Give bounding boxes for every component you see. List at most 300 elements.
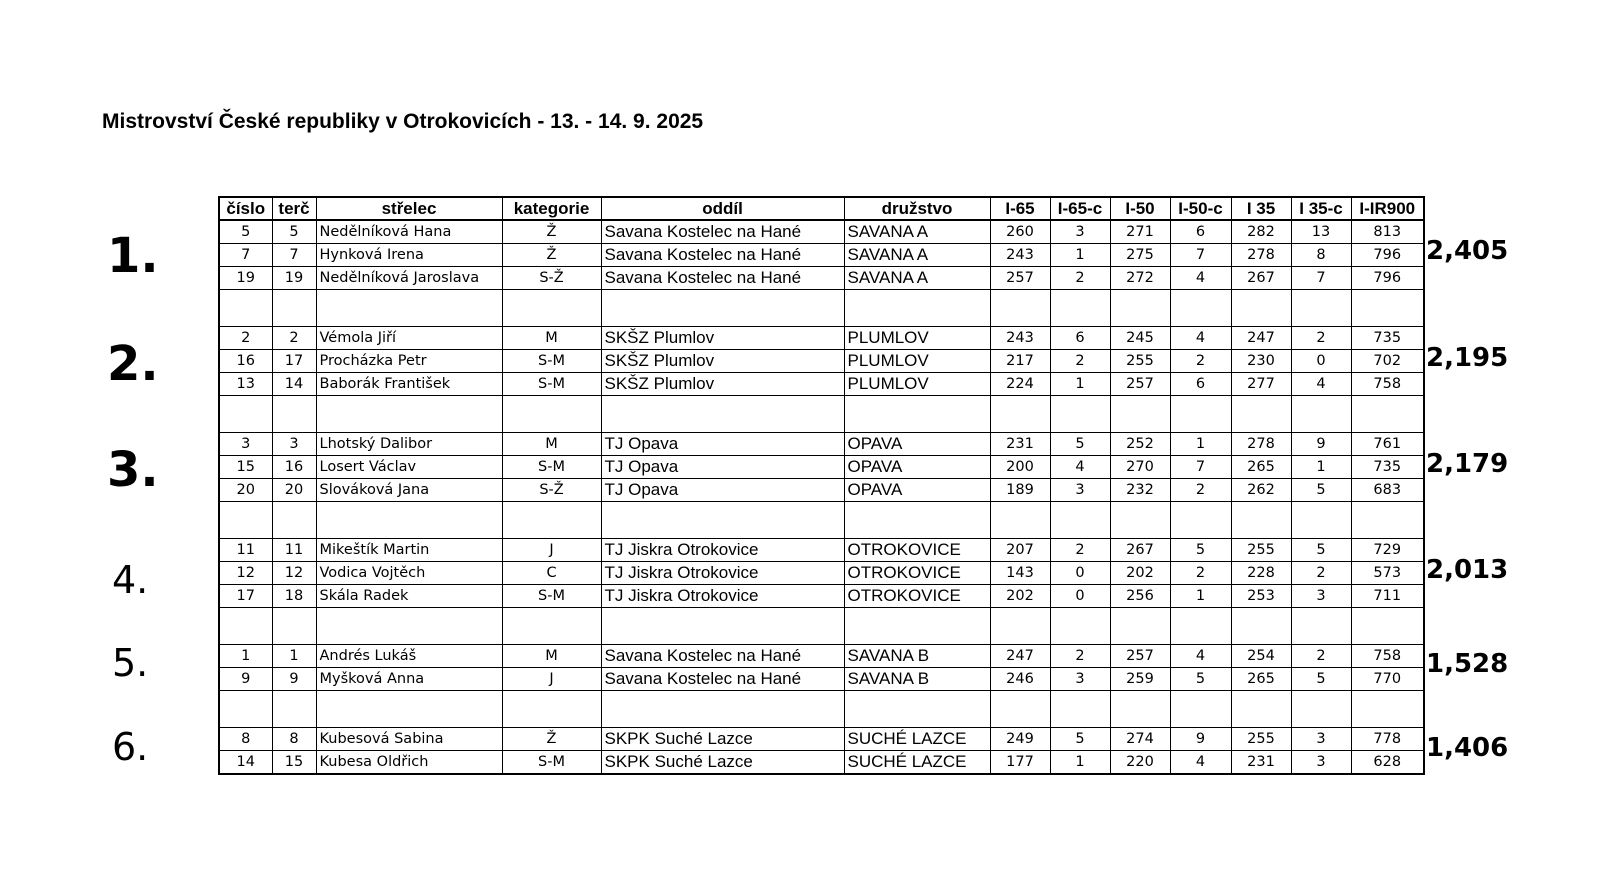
score-ir900: 796 <box>1351 244 1424 267</box>
empty-cell <box>1110 290 1170 327</box>
empty-cell <box>1231 691 1291 728</box>
score-i65: 243 <box>990 244 1050 267</box>
category: J <box>502 539 601 562</box>
empty-cell <box>1050 290 1110 327</box>
score-i65c: 2 <box>1050 350 1110 373</box>
score-i50: 220 <box>1110 751 1170 775</box>
empty-cell <box>844 691 990 728</box>
score-i50: 257 <box>1110 645 1170 668</box>
score-i50: 252 <box>1110 433 1170 456</box>
empty-cell <box>1351 502 1424 539</box>
shooter-name: Nedělníková Jaroslava <box>316 267 502 290</box>
score-i50: 275 <box>1110 244 1170 267</box>
club: SKŠZ Plumlov <box>601 373 844 396</box>
score-i50: 255 <box>1110 350 1170 373</box>
empty-cell <box>990 396 1050 433</box>
empty-cell <box>219 396 272 433</box>
empty-cell <box>219 608 272 645</box>
score-ir900: 735 <box>1351 327 1424 350</box>
empty-cell <box>1170 502 1231 539</box>
team: SAVANA B <box>844 668 990 691</box>
score-i50c: 4 <box>1170 327 1231 350</box>
empty-cell <box>1351 691 1424 728</box>
empty-cell <box>219 290 272 327</box>
score-i50c: 1 <box>1170 585 1231 608</box>
header-ir900: I-IR900 <box>1351 197 1424 220</box>
score-i50: 274 <box>1110 728 1170 751</box>
score-i35c: 1 <box>1291 456 1351 479</box>
empty-cell <box>219 691 272 728</box>
score-i35c: 5 <box>1291 668 1351 691</box>
table-header-row <box>219 197 1424 220</box>
category: J <box>502 668 601 691</box>
shooter-name: Andrés Lukáš <box>316 645 502 668</box>
table-row <box>219 350 1424 373</box>
table-row <box>219 244 1424 267</box>
shooter-name: Procházka Petr <box>316 350 502 373</box>
score-i35c: 8 <box>1291 244 1351 267</box>
score-i35: 228 <box>1231 562 1291 585</box>
score-i35c: 7 <box>1291 267 1351 290</box>
empty-cell <box>1291 691 1351 728</box>
empty-cell <box>272 608 316 645</box>
team: PLUMLOV <box>844 350 990 373</box>
score-i65: 246 <box>990 668 1050 691</box>
empty-cell <box>1050 396 1110 433</box>
score-i35: 278 <box>1231 244 1291 267</box>
category: C <box>502 562 601 585</box>
club: SKŠZ Plumlov <box>601 350 844 373</box>
score-i65: 202 <box>990 585 1050 608</box>
score-i35c: 2 <box>1291 327 1351 350</box>
empty-cell <box>844 290 990 327</box>
score-ir900: 729 <box>1351 539 1424 562</box>
score-i35: 253 <box>1231 585 1291 608</box>
team: PLUMLOV <box>844 327 990 350</box>
empty-cell <box>1170 608 1231 645</box>
empty-cell <box>601 396 844 433</box>
target-number: 17 <box>272 350 316 373</box>
table-row <box>219 562 1424 585</box>
empty-cell <box>1110 608 1170 645</box>
score-i65c: 1 <box>1050 244 1110 267</box>
empty-cell <box>316 290 502 327</box>
empty-cell <box>316 691 502 728</box>
score-i65: 189 <box>990 479 1050 502</box>
empty-cell <box>990 290 1050 327</box>
score-i50c: 2 <box>1170 350 1231 373</box>
header-i50c: I-50-c <box>1170 197 1231 220</box>
shooter-number: 14 <box>219 751 272 775</box>
shooter-name: Kubesa Oldřich <box>316 751 502 775</box>
empty-cell <box>1170 691 1231 728</box>
category: M <box>502 327 601 350</box>
empty-cell <box>1170 396 1231 433</box>
club: SKPK Suché Lazce <box>601 751 844 775</box>
shooter-number: 13 <box>219 373 272 396</box>
score-i35c: 3 <box>1291 728 1351 751</box>
score-i65c: 4 <box>1050 456 1110 479</box>
spacer-row <box>219 691 1424 728</box>
score-ir900: 702 <box>1351 350 1424 373</box>
score-i65c: 2 <box>1050 267 1110 290</box>
target-number: 5 <box>272 220 316 244</box>
score-i35c: 2 <box>1291 645 1351 668</box>
score-i50: 270 <box>1110 456 1170 479</box>
target-number: 12 <box>272 562 316 585</box>
team-total-score: 1,406 <box>1426 733 1509 763</box>
page-title: Mistrovství České republiky v Otrokovicích - 13. - 14. 9. 2025 <box>102 110 704 133</box>
empty-cell <box>601 691 844 728</box>
target-number: 18 <box>272 585 316 608</box>
team-place-label: 3. <box>107 442 159 498</box>
score-i50c: 7 <box>1170 244 1231 267</box>
score-ir900: 813 <box>1351 220 1424 244</box>
shooter-number: 9 <box>219 668 272 691</box>
spacer-row <box>219 396 1424 433</box>
target-number: 3 <box>272 433 316 456</box>
score-i50: 257 <box>1110 373 1170 396</box>
shooter-name: Vodica Vojtěch <box>316 562 502 585</box>
team-total-score: 1,528 <box>1426 649 1509 679</box>
score-i65c: 6 <box>1050 327 1110 350</box>
score-i65: 224 <box>990 373 1050 396</box>
spacer-row <box>219 502 1424 539</box>
shooter-name: Hynková Irena <box>316 244 502 267</box>
shooter-name: Vémola Jiří <box>316 327 502 350</box>
score-i65: 231 <box>990 433 1050 456</box>
score-ir900: 778 <box>1351 728 1424 751</box>
category: S-M <box>502 350 601 373</box>
score-ir900: 758 <box>1351 645 1424 668</box>
score-ir900: 796 <box>1351 267 1424 290</box>
empty-cell <box>1231 396 1291 433</box>
empty-cell <box>1110 691 1170 728</box>
score-i50: 202 <box>1110 562 1170 585</box>
score-i50c: 2 <box>1170 479 1231 502</box>
empty-cell <box>1170 290 1231 327</box>
score-i65: 200 <box>990 456 1050 479</box>
target-number: 9 <box>272 668 316 691</box>
team-place-label: 6. <box>112 725 149 769</box>
score-i35c: 13 <box>1291 220 1351 244</box>
score-ir900: 628 <box>1351 751 1424 775</box>
empty-cell <box>272 396 316 433</box>
club: Savana Kostelec na Hané <box>601 645 844 668</box>
category: S-M <box>502 751 601 775</box>
shooter-name: Mikeštík Martin <box>316 539 502 562</box>
score-i35c: 9 <box>1291 433 1351 456</box>
header-terc: terč <box>272 197 316 220</box>
club: Savana Kostelec na Hané <box>601 220 844 244</box>
score-i35: 267 <box>1231 267 1291 290</box>
target-number: 8 <box>272 728 316 751</box>
header-druzstvo: družstvo <box>844 197 990 220</box>
shooter-number: 16 <box>219 350 272 373</box>
empty-cell <box>1231 502 1291 539</box>
category: S-Ž <box>502 267 601 290</box>
table-row <box>219 327 1424 350</box>
shooter-name: Slováková Jana <box>316 479 502 502</box>
score-i65: 260 <box>990 220 1050 244</box>
empty-cell <box>1291 396 1351 433</box>
category: S-M <box>502 585 601 608</box>
team-place-label: 4. <box>112 558 149 602</box>
score-i50: 232 <box>1110 479 1170 502</box>
score-i50c: 1 <box>1170 433 1231 456</box>
team: SAVANA B <box>844 645 990 668</box>
category: Ž <box>502 244 601 267</box>
score-i65c: 3 <box>1050 668 1110 691</box>
club: Savana Kostelec na Hané <box>601 668 844 691</box>
table-row <box>219 456 1424 479</box>
score-ir900: 573 <box>1351 562 1424 585</box>
score-i35c: 2 <box>1291 562 1351 585</box>
header-i35c: I 35-c <box>1291 197 1351 220</box>
target-number: 19 <box>272 267 316 290</box>
score-i35: 265 <box>1231 668 1291 691</box>
team: OTROKOVICE <box>844 539 990 562</box>
spacer-row <box>219 290 1424 327</box>
team: SAVANA A <box>844 244 990 267</box>
score-i50c: 4 <box>1170 645 1231 668</box>
header-cislo: číslo <box>219 197 272 220</box>
club: TJ Opava <box>601 479 844 502</box>
shooter-name: Losert Václav <box>316 456 502 479</box>
empty-cell <box>1351 396 1424 433</box>
team: OPAVA <box>844 456 990 479</box>
team-total-score: 2,179 <box>1426 449 1509 479</box>
empty-cell <box>316 608 502 645</box>
score-i35c: 0 <box>1291 350 1351 373</box>
empty-cell <box>502 691 601 728</box>
score-i65c: 0 <box>1050 562 1110 585</box>
score-ir900: 735 <box>1351 456 1424 479</box>
score-i65c: 5 <box>1050 433 1110 456</box>
empty-cell <box>1291 608 1351 645</box>
header-oddil: oddíl <box>601 197 844 220</box>
empty-cell <box>316 396 502 433</box>
score-i65: 257 <box>990 267 1050 290</box>
empty-cell <box>502 290 601 327</box>
score-i50: 271 <box>1110 220 1170 244</box>
club: TJ Jiskra Otrokovice <box>601 585 844 608</box>
target-number: 7 <box>272 244 316 267</box>
empty-cell <box>272 502 316 539</box>
shooter-number: 12 <box>219 562 272 585</box>
club: Savana Kostelec na Hané <box>601 267 844 290</box>
empty-cell <box>502 396 601 433</box>
empty-cell <box>1291 290 1351 327</box>
score-i65c: 0 <box>1050 585 1110 608</box>
score-ir900: 761 <box>1351 433 1424 456</box>
score-i50c: 4 <box>1170 267 1231 290</box>
target-number: 15 <box>272 751 316 775</box>
category: S-Ž <box>502 479 601 502</box>
empty-cell <box>990 608 1050 645</box>
score-i50: 272 <box>1110 267 1170 290</box>
category: M <box>502 433 601 456</box>
club: TJ Jiskra Otrokovice <box>601 562 844 585</box>
score-i35c: 3 <box>1291 751 1351 775</box>
shooter-number: 7 <box>219 244 272 267</box>
table-row <box>219 433 1424 456</box>
shooter-name: Nedělníková Hana <box>316 220 502 244</box>
score-i50: 259 <box>1110 668 1170 691</box>
empty-cell <box>502 502 601 539</box>
score-i35c: 5 <box>1291 539 1351 562</box>
team: PLUMLOV <box>844 373 990 396</box>
empty-cell <box>1231 290 1291 327</box>
table-row <box>219 751 1424 775</box>
shooter-number: 5 <box>219 220 272 244</box>
team: SUCHÉ LAZCE <box>844 751 990 775</box>
shooter-number: 17 <box>219 585 272 608</box>
shooter-name: Myšková Anna <box>316 668 502 691</box>
empty-cell <box>990 691 1050 728</box>
club: TJ Jiskra Otrokovice <box>601 539 844 562</box>
team: OTROKOVICE <box>844 562 990 585</box>
table-row <box>219 728 1424 751</box>
score-i65: 217 <box>990 350 1050 373</box>
score-i35c: 4 <box>1291 373 1351 396</box>
score-i65: 247 <box>990 645 1050 668</box>
target-number: 2 <box>272 327 316 350</box>
score-i65: 143 <box>990 562 1050 585</box>
team-total-score: 2,405 <box>1426 236 1509 266</box>
score-i35: 247 <box>1231 327 1291 350</box>
table-row <box>219 220 1424 244</box>
empty-cell <box>1291 502 1351 539</box>
empty-cell <box>272 691 316 728</box>
score-i35: 277 <box>1231 373 1291 396</box>
score-i65: 243 <box>990 327 1050 350</box>
shooter-number: 20 <box>219 479 272 502</box>
shooter-name: Kubesová Sabina <box>316 728 502 751</box>
shooter-number: 1 <box>219 645 272 668</box>
score-i65c: 3 <box>1050 479 1110 502</box>
shooter-name: Baborák František <box>316 373 502 396</box>
category: S-M <box>502 373 601 396</box>
score-i65c: 5 <box>1050 728 1110 751</box>
team: OTROKOVICE <box>844 585 990 608</box>
empty-cell <box>844 502 990 539</box>
score-i35: 255 <box>1231 728 1291 751</box>
team-place-label: 5. <box>112 641 149 685</box>
empty-cell <box>1351 608 1424 645</box>
team-total-score: 2,013 <box>1426 555 1509 585</box>
shooter-number: 15 <box>219 456 272 479</box>
shooter-number: 19 <box>219 267 272 290</box>
empty-cell <box>1110 502 1170 539</box>
target-number: 11 <box>272 539 316 562</box>
score-i65c: 1 <box>1050 751 1110 775</box>
team-total-score: 2,195 <box>1426 343 1509 373</box>
empty-cell <box>219 502 272 539</box>
team: SAVANA A <box>844 220 990 244</box>
empty-cell <box>1050 502 1110 539</box>
score-i35: 278 <box>1231 433 1291 456</box>
score-i35: 265 <box>1231 456 1291 479</box>
score-i65: 177 <box>990 751 1050 775</box>
table-row <box>219 668 1424 691</box>
shooter-number: 8 <box>219 728 272 751</box>
score-i65c: 2 <box>1050 645 1110 668</box>
score-i50: 256 <box>1110 585 1170 608</box>
club: Savana Kostelec na Hané <box>601 244 844 267</box>
category: S-M <box>502 456 601 479</box>
table-row <box>219 539 1424 562</box>
table-row <box>219 479 1424 502</box>
club: SKŠZ Plumlov <box>601 327 844 350</box>
team: SUCHÉ LAZCE <box>844 728 990 751</box>
score-i50c: 4 <box>1170 751 1231 775</box>
header-i65: I-65 <box>990 197 1050 220</box>
empty-cell <box>601 608 844 645</box>
category: M <box>502 645 601 668</box>
score-i65c: 2 <box>1050 539 1110 562</box>
empty-cell <box>1231 608 1291 645</box>
table-row <box>219 585 1424 608</box>
empty-cell <box>844 396 990 433</box>
score-i35: 231 <box>1231 751 1291 775</box>
spacer-row <box>219 608 1424 645</box>
empty-cell <box>1050 691 1110 728</box>
score-i50c: 6 <box>1170 220 1231 244</box>
team: SAVANA A <box>844 267 990 290</box>
score-i50c: 7 <box>1170 456 1231 479</box>
score-i35: 230 <box>1231 350 1291 373</box>
club: SKPK Suché Lazce <box>601 728 844 751</box>
shooter-number: 2 <box>219 327 272 350</box>
shooter-number: 3 <box>219 433 272 456</box>
header-kategorie: kategorie <box>502 197 601 220</box>
score-i35c: 5 <box>1291 479 1351 502</box>
score-i50c: 5 <box>1170 539 1231 562</box>
score-i50: 245 <box>1110 327 1170 350</box>
header-i35: I 35 <box>1231 197 1291 220</box>
results-table <box>218 196 1425 775</box>
score-ir900: 758 <box>1351 373 1424 396</box>
club: TJ Opava <box>601 433 844 456</box>
header-strelec: střelec <box>316 197 502 220</box>
score-i50: 267 <box>1110 539 1170 562</box>
score-i65: 249 <box>990 728 1050 751</box>
empty-cell <box>1050 608 1110 645</box>
empty-cell <box>990 502 1050 539</box>
score-i50c: 9 <box>1170 728 1231 751</box>
score-i50c: 5 <box>1170 668 1231 691</box>
table-row <box>219 267 1424 290</box>
empty-cell <box>844 608 990 645</box>
table-row <box>219 373 1424 396</box>
table-row <box>219 645 1424 668</box>
target-number: 16 <box>272 456 316 479</box>
score-ir900: 683 <box>1351 479 1424 502</box>
team: OPAVA <box>844 479 990 502</box>
empty-cell <box>601 290 844 327</box>
score-i35: 254 <box>1231 645 1291 668</box>
empty-cell <box>502 608 601 645</box>
score-i35: 282 <box>1231 220 1291 244</box>
empty-cell <box>1110 396 1170 433</box>
club: TJ Opava <box>601 456 844 479</box>
score-i65: 207 <box>990 539 1050 562</box>
score-i35c: 3 <box>1291 585 1351 608</box>
team-place-label: 1. <box>107 228 159 284</box>
target-number: 1 <box>272 645 316 668</box>
score-i50c: 6 <box>1170 373 1231 396</box>
